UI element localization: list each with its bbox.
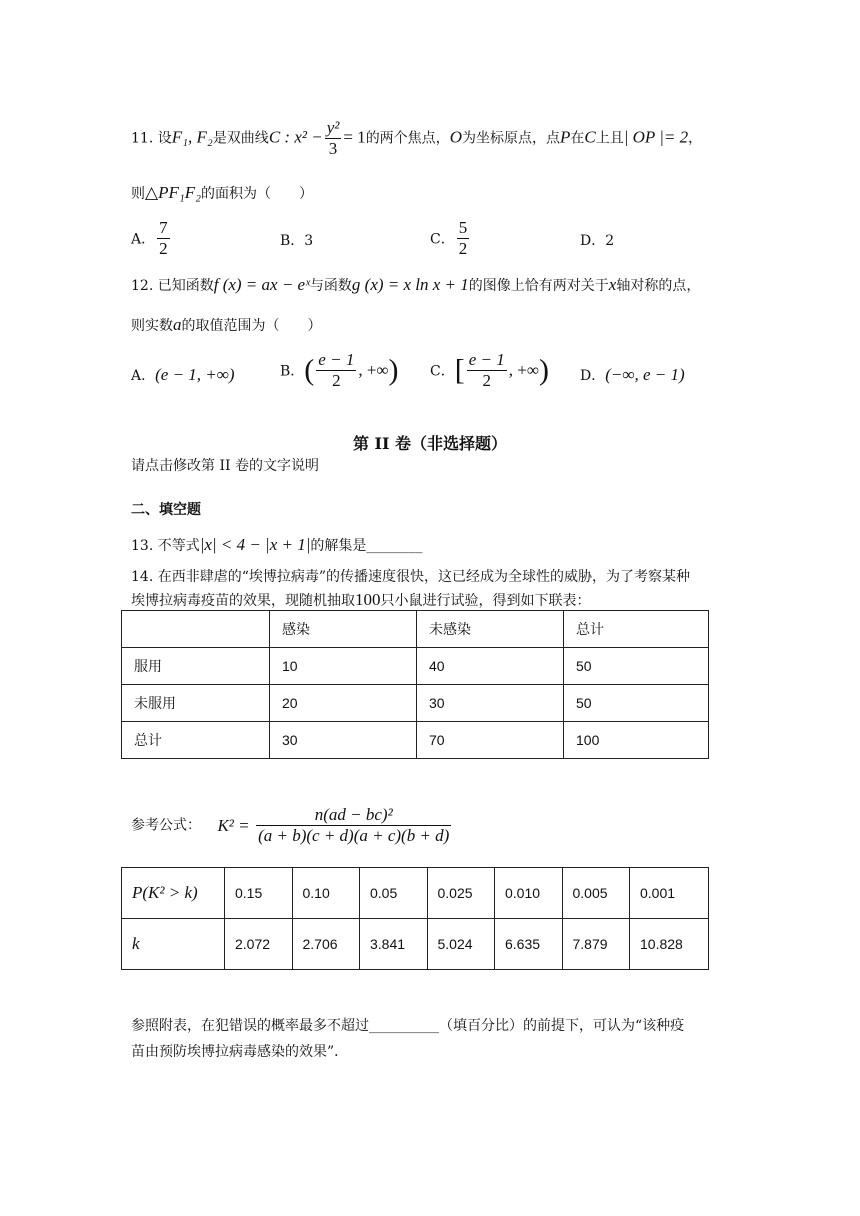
table-cell: 0.05 [360, 868, 428, 919]
q11-stem [131, 118, 702, 159]
q12-text: 12. 已知函数 [131, 278, 214, 294]
q12-text: 轴对称的点， [616, 278, 701, 294]
section-note: 请点击修改第 II 卷的文字说明 [131, 458, 319, 474]
table-cell: 30 [417, 685, 564, 722]
q11-text: 为坐标原点，点 [461, 130, 560, 147]
q11-text: 上且 [595, 130, 624, 147]
q11-text: 在 [570, 130, 585, 147]
q13-math: |x| < 4 − |x + 1| [199, 535, 311, 554]
q14-final-line1: 参照附表，在犯错误的概率最多不超过__________（填百分比）的前提下，可认为“该种疫 [131, 1018, 685, 1034]
q11-text: 的两个焦点， [365, 130, 450, 147]
table-cell: 50 [564, 685, 709, 722]
frac-den: 2 [458, 239, 468, 258]
section-title: 第 II 卷（非选择题） [352, 434, 508, 453]
formula-fraction [256, 805, 451, 846]
table-cell: 10.828 [630, 919, 709, 970]
q14-line1: 14. 在西非肆虐的“埃博拉病毒”的传播速度很快，这已经成为全球性的威胁，为了考察某种 [131, 569, 691, 585]
table-cell: 70 [417, 722, 564, 759]
q11-foci: F₁, F₂ [171, 127, 213, 147]
formula-num: n(ad − bc)² [256, 805, 451, 826]
q13-text: 13. 不等式 [131, 538, 200, 554]
paren-close: ) [538, 353, 549, 387]
q11-option-c-fraction [457, 218, 470, 259]
paren-close: ) [388, 353, 399, 387]
q12-x: x [608, 275, 617, 294]
table-cell: k [122, 919, 225, 970]
formula-den: (a + b)(c + d)(a + c)(b + d) [258, 826, 450, 845]
table-cell: 未服用 [122, 685, 270, 722]
option-label: D． [580, 368, 606, 384]
q11-triangle: △PF₁F₂ [145, 183, 202, 202]
table-cell: 0.15 [225, 868, 293, 919]
q11-text: 11. 设 [131, 130, 172, 147]
part-heading: 二、填空题 [131, 502, 201, 518]
table-cell: 5.024 [427, 919, 495, 970]
table-cell: 0.010 [495, 868, 563, 919]
q14-text: 埃博拉病毒疫苗的效果，现随机抽取 [131, 593, 355, 609]
q11-text: 的面积为（ ） [201, 186, 314, 202]
frac-num: e − 1 [468, 350, 505, 369]
q14-final-line2: 苗由预防埃博拉病毒感染的效果”． [131, 1044, 349, 1060]
q11-option-c[interactable] [430, 218, 471, 259]
table-cell: 总计 [122, 722, 270, 759]
table-cell: 20 [270, 685, 417, 722]
table-cell: 感染 [270, 611, 417, 648]
q11-text: 是双曲线 [212, 130, 269, 147]
table-row [122, 868, 709, 919]
q12-option-b-fraction [316, 350, 356, 391]
table-cell: 未感染 [417, 611, 564, 648]
option-label: D．2 [580, 233, 615, 249]
q12-option-a[interactable] [131, 365, 235, 385]
frac-den: 2 [332, 371, 341, 390]
q11-curve-end: = 1 [343, 127, 366, 147]
q11-text: 则 [131, 186, 145, 202]
formula-label: 参考公式： [131, 817, 201, 834]
q11-curve: C : x² − [268, 127, 323, 147]
table-cell: 0.005 [562, 868, 630, 919]
q14-text: 只小鼠进行试验，得到如下联表： [380, 593, 591, 609]
formula-block [131, 805, 453, 846]
table-cell: 7.879 [562, 919, 630, 970]
option-label: C． [430, 363, 455, 380]
q11-option-b[interactable] [280, 230, 313, 250]
table-cell: 2.706 [292, 919, 360, 970]
q12-option-b[interactable] [280, 350, 399, 391]
q11-origin: O [449, 127, 462, 147]
option-label: B． [280, 363, 305, 380]
frac-num: 7 [159, 218, 168, 237]
q13-text: 的解集是________ [310, 538, 423, 554]
reference-table [121, 867, 709, 970]
q11-text: ， [688, 130, 703, 147]
q12-option-b-tail: , +∞ [358, 360, 389, 380]
option-label: B．3 [280, 233, 314, 249]
formula-lhs: K² = [217, 815, 250, 835]
q12-option-c[interactable] [430, 350, 549, 391]
q11-frac-den: 3 [328, 139, 338, 158]
contingency-table [121, 610, 709, 759]
table-cell: 10 [270, 648, 417, 685]
option-label: C． [430, 231, 455, 248]
q12-option-a-math: (e − 1, +∞) [155, 365, 235, 384]
table-cell: 3.841 [360, 919, 428, 970]
q11-c: C [584, 127, 596, 147]
frac-den: 2 [482, 371, 491, 390]
q11-option-a[interactable] [131, 218, 172, 259]
option-label: A． [131, 231, 156, 248]
q12-text: 的图像上恰有两对关于 [468, 278, 609, 294]
table-cell: 0.025 [427, 868, 495, 919]
q12-option-d-math: (−∞, e − 1) [605, 365, 685, 384]
q11-op: | OP |= 2 [623, 127, 689, 147]
table-cell: 服用 [122, 648, 270, 685]
q11-point: P [559, 127, 571, 147]
q12-option-c-tail: , +∞ [508, 360, 539, 380]
bracket-open: [ [454, 353, 465, 387]
table-cell: 总计 [564, 611, 709, 648]
frac-den: 2 [159, 239, 168, 258]
q12-g: g (x) = x ln x + 1 [351, 275, 469, 294]
q12-option-c-fraction [467, 350, 507, 391]
q12-f: f (x) = ax − eˣ [213, 275, 310, 294]
table-cell: 6.635 [495, 919, 563, 970]
q11-frac-num: y² [326, 118, 340, 137]
table-row [122, 648, 709, 685]
paren-open: ( [304, 353, 315, 387]
table-row [122, 685, 709, 722]
table-cell: 0.10 [292, 868, 360, 919]
q11-option-d[interactable] [580, 230, 614, 250]
table-cell: 30 [270, 722, 417, 759]
table-row [122, 611, 709, 648]
q11-fraction [325, 118, 342, 159]
q12-a: a [173, 315, 182, 334]
q12-text: 的取值范围为（ ） [181, 318, 322, 334]
table-cell: 100 [564, 722, 709, 759]
table-row [122, 919, 709, 970]
q12-stem [131, 275, 700, 296]
table-row [122, 722, 709, 759]
q12-text: 与函数 [309, 278, 352, 294]
table-cell: 0.001 [630, 868, 709, 919]
q11-line2 [131, 183, 313, 204]
q11-option-a-fraction [157, 218, 170, 259]
q12-line2 [131, 315, 322, 336]
option-label: A． [131, 368, 156, 384]
table-cell: P(K² > k) [122, 868, 225, 919]
q14-line2 [131, 590, 591, 611]
q14-n: 100 [355, 590, 381, 609]
table-cell: 40 [417, 648, 564, 685]
frac-num: 5 [458, 218, 468, 237]
table-cell [122, 611, 270, 648]
frac-num: e − 1 [318, 350, 355, 369]
q12-text: 则实数 [131, 318, 173, 334]
table-cell: 50 [564, 648, 709, 685]
q12-option-d[interactable] [580, 365, 685, 385]
table-cell: 2.072 [225, 919, 293, 970]
q13-stem [131, 535, 422, 556]
